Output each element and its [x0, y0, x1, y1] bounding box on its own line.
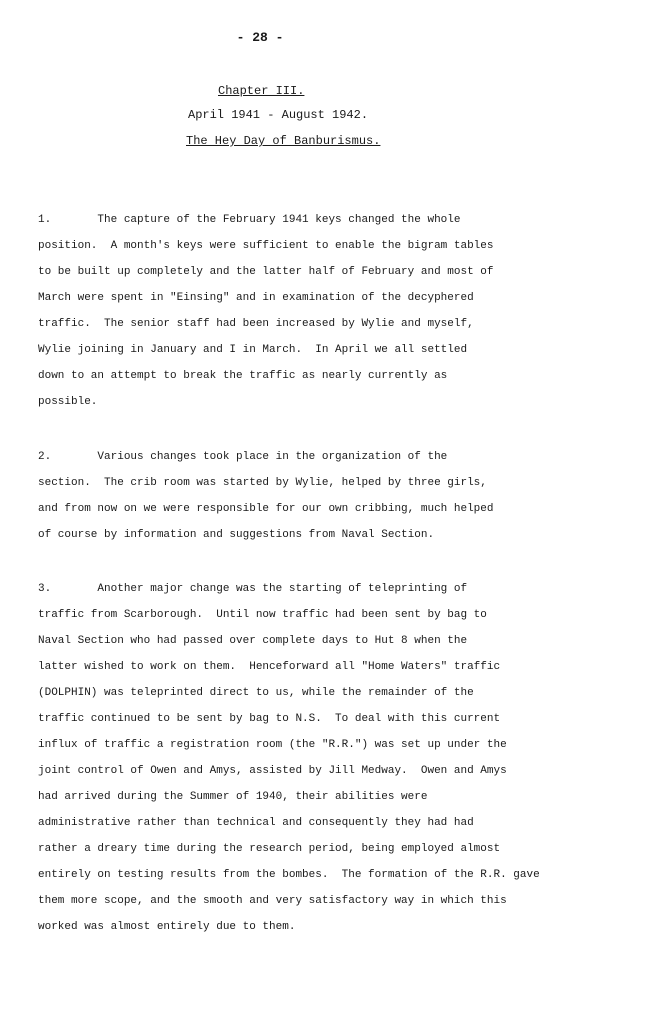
paragraph-line: administrative rather than technical and consequently they had had: [38, 817, 474, 829]
paragraph-2: [38, 444, 638, 548]
paragraph-line: worked was almost entirely due to them.: [38, 921, 296, 933]
paragraph-line: position. A month's keys were sufficient to enable the bigram tables: [38, 240, 494, 252]
paragraph-line: joint control of Owen and Amys, assisted by Jill Medway. Owen and Amys: [38, 765, 507, 777]
paragraph-line: rather a dreary time during the research period, being employed almost: [38, 843, 501, 855]
page-number: - 28 -: [236, 30, 284, 45]
paragraph-line: Naval Section who had passed over complete days to Hut 8 when the: [38, 635, 468, 647]
paragraph-line: down to an attempt to break the traffic as nearly currently as: [38, 370, 448, 382]
chapter-heading: Chapter III.: [218, 84, 305, 98]
paragraph-line: influx of traffic a registration room (the "R.R.") was set up under the: [38, 739, 507, 751]
paragraph-line: traffic from Scarborough. Until now traffic had been sent by bag to: [38, 609, 487, 621]
paragraph-line: (DOLPHIN) was teleprinted direct to us, while the remainder of the: [38, 687, 474, 699]
paragraph-line: them more scope, and the smooth and very satisfactory way in which this: [38, 895, 507, 907]
paragraph-line: traffic. The senior staff had been increased by Wylie and myself,: [38, 318, 474, 330]
paragraph-line: 3. Another major change was the starting of teleprinting of: [38, 583, 468, 595]
paragraph-line: March were spent in "Einsing" and in examination of the decyphered: [38, 292, 474, 304]
paragraph-line: 1. The capture of the February 1941 keys changed the whole: [38, 214, 461, 226]
paragraph-line: section. The crib room was started by Wylie, helped by three girls,: [38, 477, 487, 489]
paragraph-line: had arrived during the Summer of 1940, their abilities were: [38, 791, 428, 803]
paragraph-line: to be built up completely and the latter half of February and most of: [38, 266, 494, 278]
paragraph-1: [38, 207, 638, 415]
chapter-dates: April 1941 - August 1942.: [188, 108, 369, 122]
paragraph-line: possible.: [38, 396, 98, 408]
paragraph-line: 2. Various changes took place in the organization of the: [38, 451, 448, 463]
chapter-subtitle: The Hey Day of Banburismus.: [186, 134, 381, 148]
paragraph-line: and from now on we were responsible for our own cribbing, much helped: [38, 503, 494, 515]
paragraph-line: traffic continued to be sent by bag to N.S. To deal with this current: [38, 713, 501, 725]
paragraph-line: of course by information and suggestions from Naval Section.: [38, 529, 435, 541]
paragraph-line: latter wished to work on them. Henceforward all "Home Waters" traffic: [38, 661, 501, 673]
paragraph-line: entirely on testing results from the bombes. The formation of the R.R. gave: [38, 869, 540, 881]
paragraph-3: [38, 576, 638, 940]
paragraph-line: Wylie joining in January and I in March. In April we all settled: [38, 344, 468, 356]
